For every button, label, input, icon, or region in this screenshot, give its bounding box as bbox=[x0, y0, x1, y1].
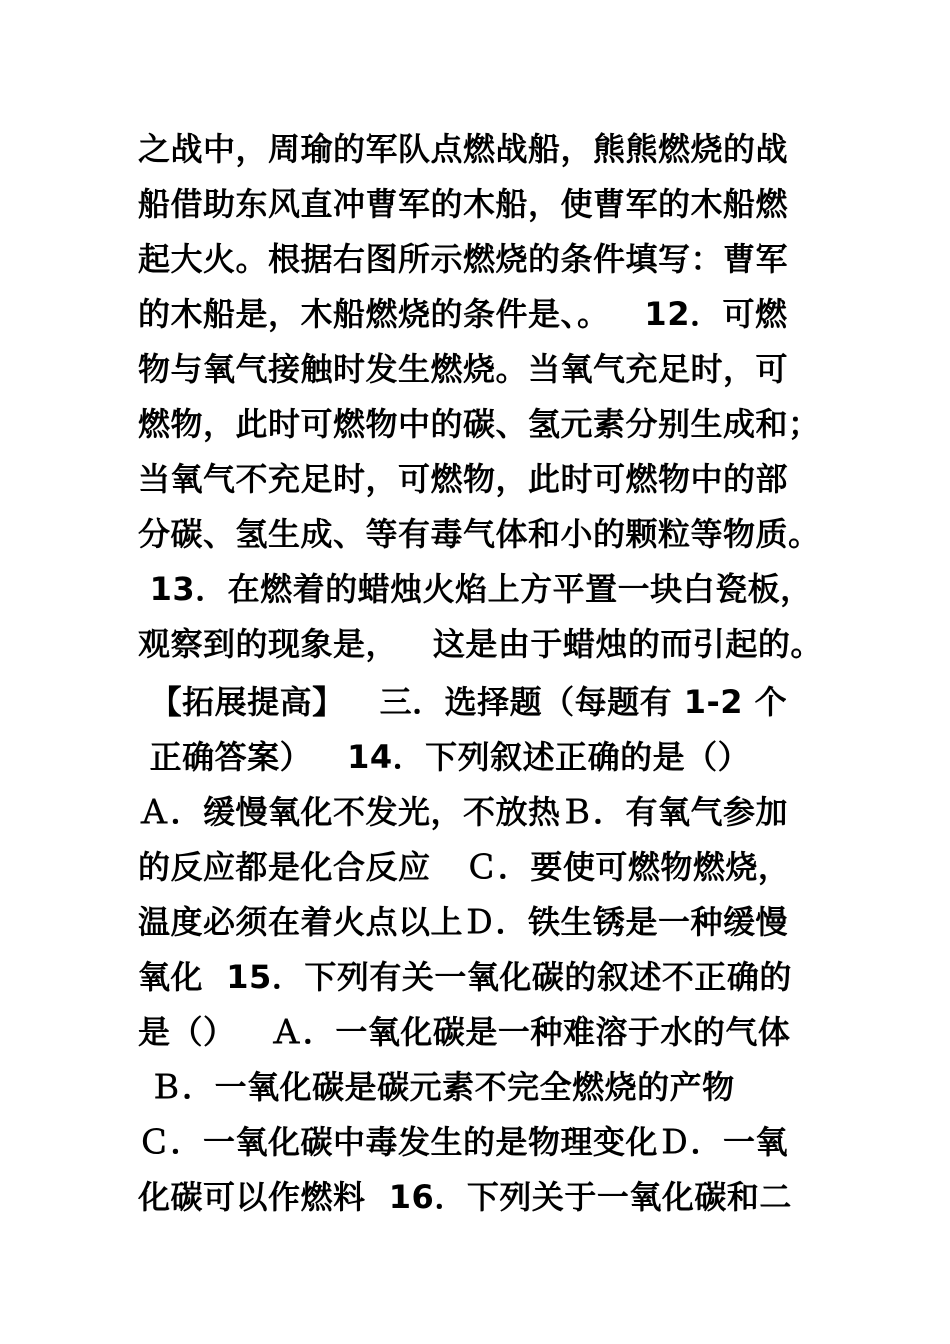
text-line-9: 13．在燃着的蜡烛火焰上方平置一块白瓷板， bbox=[138, 570, 813, 608]
text-line-14: 的反应都是化合反应 Ｃ．要使可燃物燃烧， bbox=[138, 848, 791, 886]
text-line-12: 正确答案） 14．下列叙述正确的是（） bbox=[138, 738, 751, 776]
text-line-19: Ｃ．一氧化碳中毒发生的是物理变化Ｄ．一氧 bbox=[138, 1123, 789, 1161]
text-line-7: 当氧气不充足时，可燃物，此时可燃物中的部 bbox=[138, 460, 789, 498]
text-line-20: 化碳可以作燃料 16．下列关于一氧化碳和二 bbox=[138, 1178, 792, 1216]
text-line-18: Ｂ．一氧化碳是碳元素不完全燃烧的产物 bbox=[138, 1068, 735, 1106]
text-line-6: 燃物，此时可燃物中的碳、氢元素分别生成和； bbox=[138, 405, 821, 443]
text-line-17: 是（） Ａ．一氧化碳是一种难溶于水的气体 bbox=[138, 1013, 791, 1051]
text-line-3: 起大火。根据右图所示燃烧的条件填写：曹军 bbox=[138, 240, 789, 278]
text-line-8: 分碳、氢生成、等有毒气体和小的颗粒等物质。 bbox=[138, 515, 821, 553]
text-line-10: 观察到的现象是， 这是由于蜡烛的而引起的。 bbox=[138, 625, 823, 663]
text-line-4: 的木船是，木船燃烧的条件是、。 12．可燃 bbox=[138, 295, 788, 333]
text-line-5: 物与氧气接触时发生燃烧。当氧气充足时，可 bbox=[138, 350, 789, 388]
text-line-16: 氧化 15．下列有关一氧化碳的叙述不正确的 bbox=[138, 958, 792, 996]
text-line-2: 船借助东风直冲曹军的木船，使曹军的木船燃 bbox=[138, 185, 789, 223]
text-line-1: 之战中，周瑜的军队点燃战船，熊熊燃烧的战 bbox=[138, 130, 789, 168]
text-line-13: Ａ．缓慢氧化不发光，不放热Ｂ．有氧气参加 bbox=[138, 793, 789, 831]
text-line-15: 温度必须在着火点以上Ｄ．铁生锈是一种缓慢 bbox=[138, 903, 789, 941]
text-line-11: 【拓展提高】 三．选择题（每题有 1-2 个 bbox=[138, 683, 788, 721]
